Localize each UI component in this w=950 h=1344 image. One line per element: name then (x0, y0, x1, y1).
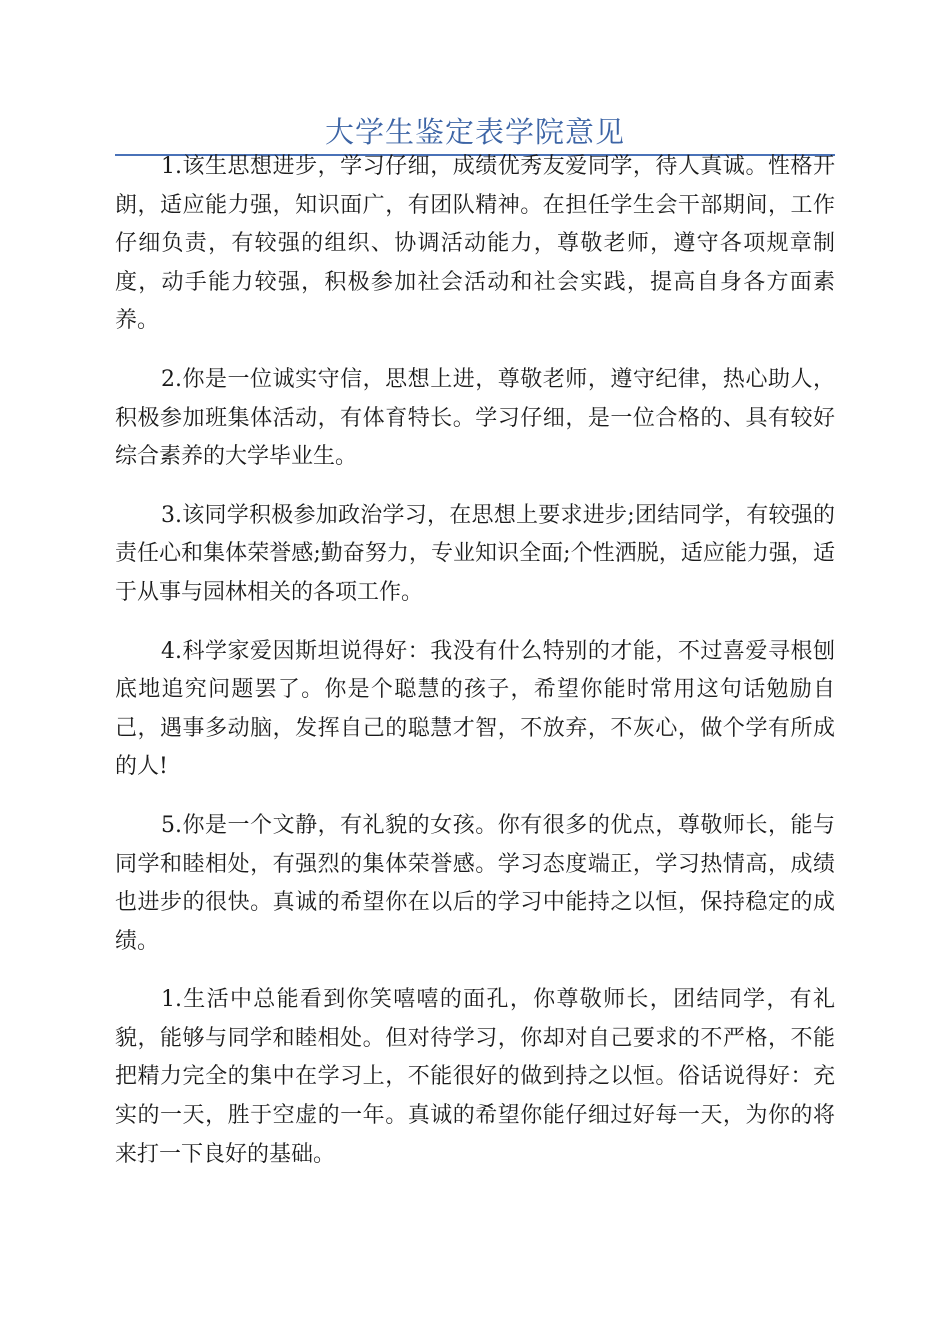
paragraph-6: 1.生活中总能看到你笑嘻嘻的面孔，你尊敬师长，团结同学，有礼貌，能够与同学和睦相处。但对待学习，你却对自己要求的不严格，不能把精力完全的集中在学习上，不能很好的做到持之以恒。俗话说得好：充实的一天，胜于空虚的一年。真诚的希望你能仔细过好每一天，为你的将来打一下良好的基础。 (115, 987, 835, 1167)
paragraph-1: 1.该生思想进步，学习仔细，成绩优秀友爱同学，待人真诚。性格开朗，适应能力强，知识面广，有团队精神。在担任学生会干部期间，工作仔细负责，有较强的组织、协调活动能力，尊敬老师，遵守各项规章制度，动手能力较强，积极参加社会活动和社会实践，提高自身各方面素养。 (115, 154, 835, 334)
paragraph-5: 5.你是一个文静，有礼貌的女孩。你有很多的优点，尊敬师长，能与同学和睦相处，有强烈的集体荣誉感。学习态度端正，学习热情高，成绩也进步的很快。真诚的希望你在以后的学习中能持之以恒，保持稳定的成绩。 (115, 812, 835, 954)
document-body (115, 148, 835, 1194)
paragraph-2: 2.你是一位诚实守信，思想上进，尊敬老师，遵守纪律，热心助人，积极参加班集体活动，有体育特长。学习仔细，是一位合格的、具有较好综合素养的大学毕业生。 (115, 366, 835, 470)
document-title: 大学生鉴定表学院意见 (324, 115, 625, 149)
paragraph-4: 4.科学家爱因斯坦说得好：我没有什么特别的才能，不过喜爱寻根刨底地追究问题罢了。你是个聪慧的孩子，希望你能时常用这句话勉励自己，遇事多动脑，发挥自己的聪慧才智，不放弃，不灰心，做个学有所成的人! (115, 638, 835, 780)
paragraph-3: 3.该同学积极参加政治学习，在思想上要求进步;团结同学，有较强的责任心和集体荣誉感;勤奋努力，专业知识全面;个性洒脱，适应能力强，适于从事与园林相关的各项工作。 (115, 502, 835, 605)
